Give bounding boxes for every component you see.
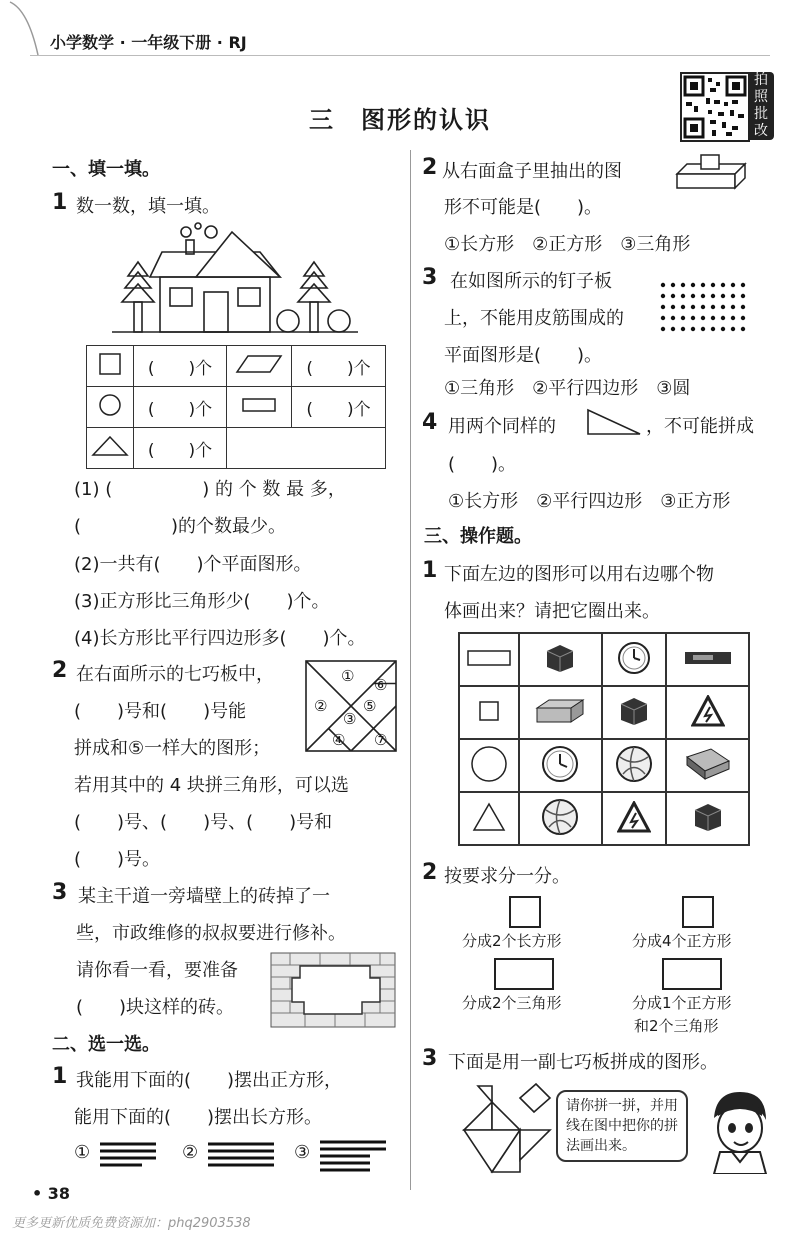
s2-q4-line-1b: ，不可能拼成: [646, 416, 754, 437]
s3-q1-number: 1: [422, 558, 438, 583]
tangram-label: ④: [332, 731, 346, 749]
q2-line-5[interactable]: ( )号、( )号、( )号和: [74, 812, 333, 833]
peg-dot: [681, 305, 685, 309]
speech-bubble: [556, 1090, 688, 1162]
peg-dot: [731, 327, 735, 331]
column-divider: [410, 150, 411, 1190]
tangram-label: ③: [343, 710, 357, 728]
q1-line-5[interactable]: (4)长方形比平行四边形多( )个。: [74, 628, 366, 649]
divide-label-3: 分成2个三角形: [462, 994, 562, 1012]
section-1-heading: 一、填一填。: [52, 159, 160, 180]
count-table: [86, 345, 386, 469]
book-spine-icon[interactable]: [666, 633, 749, 686]
q2-number: 2: [52, 658, 68, 683]
peg-dot: [721, 283, 725, 287]
tangram-figure[interactable]: [460, 1082, 556, 1174]
tangram-label: ①: [341, 667, 355, 685]
s2-q4-number: 4: [422, 410, 438, 435]
peg-dot: [661, 294, 665, 298]
page-title: 三 图形的认识: [309, 106, 491, 134]
q3-line-4[interactable]: ( )块这样的砖。: [76, 997, 235, 1018]
s3-q3-number: 3: [422, 1046, 438, 1071]
q2-line-6[interactable]: ( )号。: [74, 849, 161, 870]
peg-dot: [691, 283, 695, 287]
pegboard-picture: [658, 280, 750, 334]
header-divider: [30, 55, 770, 56]
s3-q2-number: 2: [422, 860, 438, 885]
square-icon: [459, 686, 519, 739]
volleyball-icon[interactable]: [602, 739, 666, 792]
option-1-label[interactable]: ①: [74, 1142, 91, 1163]
table-row: [459, 739, 749, 792]
peg-dot: [701, 327, 705, 331]
peg-dot: [741, 283, 745, 287]
count-blank[interactable]: ( )个: [134, 428, 227, 469]
volleyball-icon[interactable]: [519, 792, 602, 845]
table-row: [459, 792, 749, 845]
s3-q1-line-2: 体画出来？请把它圈出来。: [444, 601, 660, 622]
bubble-line: 请你拼一拼，并用: [566, 1098, 678, 1114]
warning-sign-icon[interactable]: [602, 792, 666, 845]
peg-dot: [681, 327, 685, 331]
s2-q3-number: 3: [422, 265, 438, 290]
table-row: [87, 387, 386, 428]
square-to-divide[interactable]: [509, 896, 541, 928]
cartoon-boy-icon: [704, 1088, 774, 1174]
peg-dot: [671, 316, 675, 320]
peg-dot: [731, 283, 735, 287]
tangram-label: ⑤: [363, 697, 377, 715]
page-number: • 38: [32, 1184, 71, 1203]
s2-q4-options[interactable]: ①长方形 ②平行四边形 ③正方形: [448, 491, 731, 512]
peg-dot: [721, 294, 725, 298]
sticks-icon: [320, 1139, 392, 1173]
peg-dot: [711, 294, 715, 298]
q1-number: 1: [52, 190, 68, 215]
peg-dot: [671, 294, 675, 298]
tangram-label: ⑥: [374, 676, 388, 694]
q3-number: 3: [52, 880, 68, 905]
s2-q3-options[interactable]: ①三角形 ②平行四边形 ③圆: [444, 378, 691, 399]
s2-q4-line-1a: 用两个同样的: [448, 416, 556, 437]
q3-line-3: 请你看一看，要准备: [76, 960, 238, 981]
cube-icon[interactable]: [602, 686, 666, 739]
clock-icon[interactable]: [519, 739, 602, 792]
s2-q2-options[interactable]: ①长方形 ②正方形 ③三角形: [444, 234, 691, 255]
divide-label-5: 和2个三角形: [634, 1017, 719, 1035]
peg-dot: [741, 316, 745, 320]
table-row: [459, 686, 749, 739]
table-row: [87, 428, 386, 469]
q2-line-4: 若用其中的 4 块拼三角形，可以选: [74, 775, 349, 796]
q1-line-2[interactable]: ( )的个数最少。: [74, 516, 287, 537]
peg-dot: [741, 294, 745, 298]
peg-dot: [691, 294, 695, 298]
rectangle-to-divide[interactable]: [494, 958, 554, 990]
s2-q3-line-3[interactable]: 平面图形是( )。: [444, 345, 603, 366]
s2-q3-line-2: 上，不能用皮筋围成的: [444, 308, 624, 329]
bubble-line: 线在图中把你的拼: [566, 1118, 678, 1134]
s2-q1-line-1[interactable]: 我能用下面的( )摆出正方形，: [76, 1070, 343, 1091]
table-row: [87, 346, 386, 387]
warning-sign-icon[interactable]: [666, 686, 749, 739]
parallelogram-icon: [227, 346, 292, 387]
s2-q2-line-1: 从右面盒子里抽出的图: [442, 161, 622, 182]
s2-q2-number: 2: [422, 155, 438, 180]
square-icon: [87, 346, 134, 387]
circle-icon: [459, 739, 519, 792]
rectangle-icon: [459, 633, 519, 686]
peg-dot: [711, 283, 715, 287]
peg-dot: [731, 316, 735, 320]
peg-dot: [701, 283, 705, 287]
peg-dot: [741, 305, 745, 309]
s2-q1-line-2[interactable]: 能用下面的( )摆出长方形。: [74, 1107, 323, 1128]
peg-dot: [731, 305, 735, 309]
s3-q3-prompt: 下面是用一副七巧板拼成的图形。: [448, 1052, 718, 1073]
tangram-label: ②: [314, 697, 328, 715]
peg-dot: [681, 294, 685, 298]
count-blank[interactable]: ( )个: [292, 346, 386, 387]
peg-dot: [661, 327, 665, 331]
page-curl-decoration: [8, 0, 48, 60]
s2-q1-number: 1: [52, 1064, 68, 1089]
footer-watermark: 更多更新优质免费资源加：phq2903538: [12, 1216, 251, 1231]
section-2-heading: 二、选一选。: [52, 1034, 160, 1055]
s2-q3-line-1: 在如图所示的钉子板: [450, 271, 612, 292]
peg-dot: [691, 305, 695, 309]
peg-dot: [671, 283, 675, 287]
section-3-heading: 三、操作题。: [424, 526, 532, 547]
peg-dot: [671, 305, 675, 309]
sticks-icon: [100, 1141, 160, 1171]
cube-icon[interactable]: [666, 792, 749, 845]
peg-dot: [661, 305, 665, 309]
option-3-label[interactable]: ③: [294, 1142, 311, 1163]
q2-line-1: 在右面所示的七巧板中，: [76, 664, 274, 685]
table-row: [459, 633, 749, 686]
q2-line-3: 拼成和⑤一样大的图形；: [74, 738, 271, 759]
q3-line-2: 些，市政维修的叔叔要进行修补。: [76, 923, 346, 944]
rectangle-to-divide[interactable]: [662, 958, 722, 990]
square-to-divide[interactable]: [682, 896, 714, 928]
peg-dot: [711, 327, 715, 331]
count-blank[interactable]: ( )个: [292, 387, 386, 428]
book-header: 小学数学 · 一年级下册 · RJ: [50, 33, 247, 52]
peg-dot: [661, 316, 665, 320]
bubble-line: 法画出来。: [566, 1138, 636, 1154]
peg-dot: [741, 327, 745, 331]
peg-dot: [691, 316, 695, 320]
book-icon[interactable]: [666, 739, 749, 792]
peg-dot: [721, 305, 725, 309]
peg-dot: [671, 327, 675, 331]
peg-dot: [701, 294, 705, 298]
peg-dot: [701, 316, 705, 320]
peg-dot: [691, 327, 695, 331]
s3-q2-prompt: 按要求分一分。: [444, 866, 570, 887]
peg-dot: [681, 316, 685, 320]
q1-line-4[interactable]: (3)正方形比三角形少( )个。: [74, 591, 330, 612]
divide-label-2: 分成4个正方形: [632, 932, 732, 950]
sticks-icon: [208, 1141, 278, 1171]
divide-label-1: 分成2个长方形: [462, 932, 562, 950]
q3-line-1: 某主干道一旁墙壁上的砖掉了一: [78, 886, 330, 907]
rectangle-icon: [227, 387, 292, 428]
divide-label-4: 分成1个正方形: [632, 994, 732, 1012]
peg-dot: [701, 305, 705, 309]
gift-box-icon[interactable]: [519, 686, 602, 739]
s3-q1-line-1: 下面左边的图形可以用右边哪个物: [444, 564, 714, 585]
triangle-icon: [459, 792, 519, 845]
q1-line-1[interactable]: (1) ( ) 的 个 数 最 多，: [74, 479, 346, 500]
q1-prompt: 数一数，填一填。: [76, 196, 220, 217]
peg-dot: [711, 305, 715, 309]
match-objects-table: [458, 632, 750, 846]
clock-icon[interactable]: [602, 633, 666, 686]
peg-dot: [661, 283, 665, 287]
qr-code-icon[interactable]: [680, 72, 750, 142]
peg-dot: [711, 316, 715, 320]
s2-q4-line-2[interactable]: ( )。: [448, 454, 517, 475]
q1-line-3[interactable]: (2)一共有( )个平面图形。: [74, 554, 312, 575]
peg-dot: [721, 316, 725, 320]
triangle-icon: [87, 428, 134, 469]
cube-icon[interactable]: [519, 633, 602, 686]
count-blank[interactable]: ( )个: [134, 387, 227, 428]
peg-dot: [681, 283, 685, 287]
peg-dot: [731, 294, 735, 298]
q2-line-2[interactable]: ( )号和( )号能: [74, 701, 247, 722]
box-picture: [675, 152, 747, 192]
s2-q2-line-2[interactable]: 形不可能是( )。: [444, 197, 603, 218]
brick-wall-picture: [270, 952, 396, 1028]
circle-icon: [87, 387, 134, 428]
right-triangle-icon: [586, 408, 642, 436]
peg-dot: [721, 327, 725, 331]
photo-grading-tag: 拍照批改: [748, 72, 774, 140]
tangram-label: ⑦: [374, 731, 388, 749]
count-blank[interactable]: ( )个: [134, 346, 227, 387]
house-picture: [110, 222, 360, 337]
option-2-label[interactable]: ②: [182, 1142, 199, 1163]
